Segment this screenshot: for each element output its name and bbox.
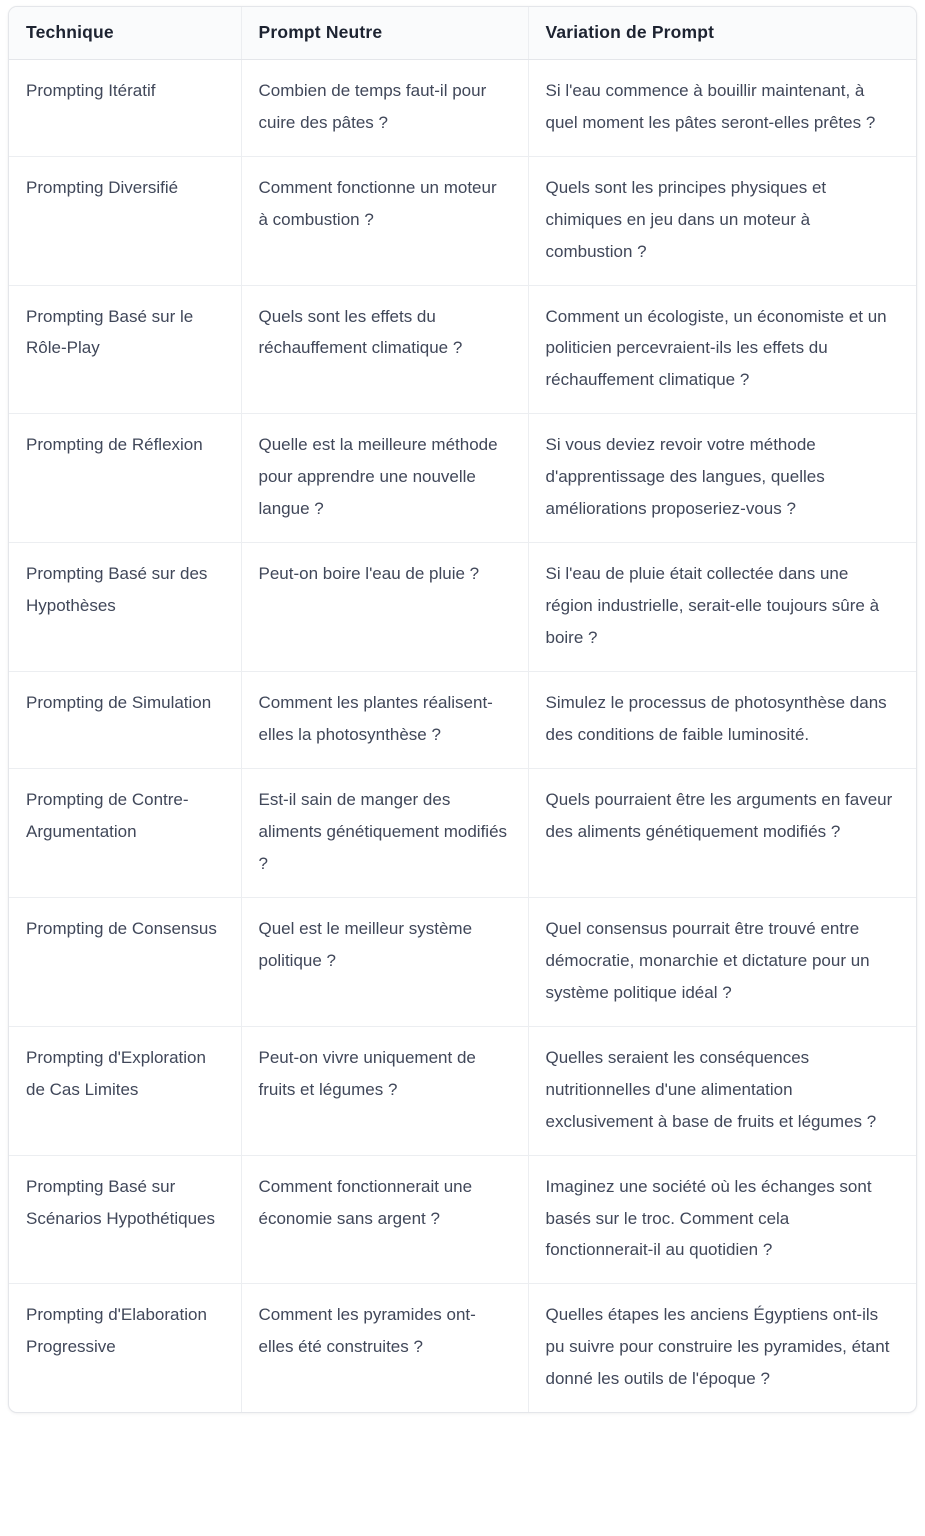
cell-technique: Prompting Basé sur le Rôle-Play <box>9 285 241 414</box>
cell-prompt-neutre: Est-il sain de manger des aliments génétiquement modifiés ? <box>241 769 528 898</box>
cell-variation-de-prompt: Comment un écologiste, un économiste et un politicien percevraient-ils les effets du réchauffement climatique ? <box>528 285 916 414</box>
table-row <box>9 1155 916 1284</box>
table-row <box>9 1026 916 1155</box>
column-header-prompt-neutre: Prompt Neutre <box>241 7 528 59</box>
table-header <box>9 7 916 59</box>
cell-technique: Prompting d'Elaboration Progressive <box>9 1284 241 1412</box>
cell-prompt-neutre: Comment fonctionne un moteur à combustion ? <box>241 156 528 285</box>
cell-prompt-neutre: Quelle est la meilleure méthode pour apprendre une nouvelle langue ? <box>241 414 528 543</box>
cell-technique: Prompting Diversifié <box>9 156 241 285</box>
table-row <box>9 156 916 285</box>
cell-variation-de-prompt: Si vous deviez revoir votre méthode d'apprentissage des langues, quelles améliorations proposeriez-vous ? <box>528 414 916 543</box>
cell-prompt-neutre: Comment les plantes réalisent-elles la photosynthèse ? <box>241 672 528 769</box>
cell-variation-de-prompt: Quel consensus pourrait être trouvé entre démocratie, monarchie et dictature pour un système politique idéal ? <box>528 897 916 1026</box>
cell-technique: Prompting de Contre-Argumentation <box>9 769 241 898</box>
cell-technique: Prompting Basé sur Scénarios Hypothétiques <box>9 1155 241 1284</box>
table-row <box>9 414 916 543</box>
cell-variation-de-prompt: Si l'eau de pluie était collectée dans une région industrielle, serait-elle toujours sûre à boire ? <box>528 543 916 672</box>
cell-prompt-neutre: Combien de temps faut-il pour cuire des pâtes ? <box>241 59 528 156</box>
prompt-techniques-table-container <box>8 6 917 1413</box>
cell-prompt-neutre: Quels sont les effets du réchauffement climatique ? <box>241 285 528 414</box>
cell-technique: Prompting Basé sur des Hypothèses <box>9 543 241 672</box>
table-row <box>9 897 916 1026</box>
cell-prompt-neutre: Comment fonctionnerait une économie sans argent ? <box>241 1155 528 1284</box>
cell-prompt-neutre: Comment les pyramides ont-elles été construites ? <box>241 1284 528 1412</box>
column-header-variation-de-prompt: Variation de Prompt <box>528 7 916 59</box>
cell-technique: Prompting Itératif <box>9 59 241 156</box>
cell-variation-de-prompt: Quelles étapes les anciens Égyptiens ont-ils pu suivre pour construire les pyramides, étant donné les outils de l'époque ? <box>545 1305 890 1389</box>
cell-technique: Prompting d'Exploration de Cas Limites <box>9 1026 241 1155</box>
table-row <box>9 1284 916 1412</box>
cell-variation-de-prompt: Imaginez une société où les échanges sont basés sur le troc. Comment cela fonctionnerait-il au quotidien ? <box>528 1155 916 1284</box>
cell-variation-de-prompt: Si l'eau commence à bouillir maintenant, à quel moment les pâtes seront-elles prêtes ? <box>528 59 916 156</box>
table-row <box>9 672 916 769</box>
cell-technique: Prompting de Consensus <box>9 897 241 1026</box>
prompt-techniques-table <box>9 7 916 1412</box>
cell-variation-de-prompt: Quels sont les principes physiques et chimiques en jeu dans un moteur à combustion ? <box>528 156 916 285</box>
cell-variation-de-prompt: Quelles seraient les conséquences nutritionnelles d'une alimentation exclusivement à base de fruits et légumes ? <box>528 1026 916 1155</box>
table-row <box>9 543 916 672</box>
column-header-technique: Technique <box>9 7 241 59</box>
cell-prompt-neutre: Quel est le meilleur système politique ? <box>241 897 528 1026</box>
cell-variation-de-prompt: Simulez le processus de photosynthèse dans des conditions de faible luminosité. <box>528 672 916 769</box>
cell-prompt-neutre: Peut-on vivre uniquement de fruits et légumes ? <box>241 1026 528 1155</box>
table-header-row <box>9 7 916 59</box>
table-row <box>9 769 916 898</box>
table-row <box>9 285 916 414</box>
cell-technique: Prompting de Simulation <box>9 672 241 769</box>
cell-variation-de-prompt: Quels pourraient être les arguments en faveur des aliments génétiquement modifiés ? <box>528 769 916 898</box>
cell-prompt-neutre: Peut-on boire l'eau de pluie ? <box>241 543 528 672</box>
table-row <box>9 59 916 156</box>
cell-technique: Prompting de Réflexion <box>9 414 241 543</box>
table-body <box>9 59 916 1412</box>
